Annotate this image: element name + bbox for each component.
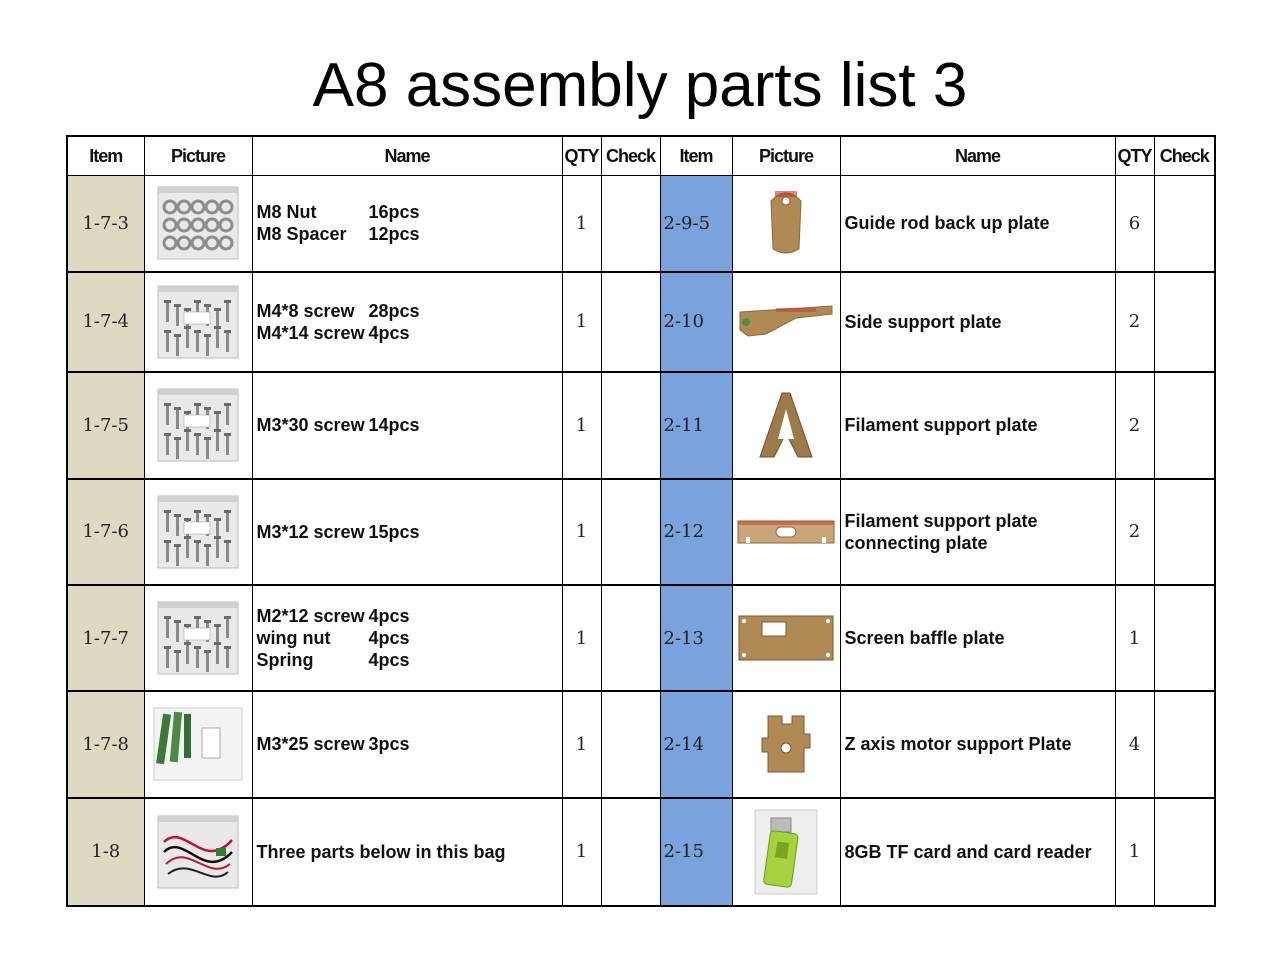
page-title: A8 assembly parts list 3: [312, 51, 968, 120]
left-name-cell: [252, 479, 562, 585]
left-picture-cell: [144, 585, 252, 691]
left-qty: 1: [562, 798, 601, 906]
right-name-cell: [840, 176, 1115, 272]
table-row: [67, 798, 1215, 906]
motor-support-plate-icon: [733, 712, 840, 776]
left-qty: 1: [562, 272, 601, 372]
header-qty: QTY: [1115, 136, 1154, 176]
right-item-number: 2-12: [660, 479, 732, 585]
right-item-number: 2-15: [660, 798, 732, 906]
left-name-line: [257, 841, 562, 863]
left-picture-cell: [144, 272, 252, 372]
left-qty: 1: [562, 372, 601, 478]
right-check-box[interactable]: [1154, 272, 1215, 372]
left-picture-cell: [144, 176, 252, 272]
guide-rod-plate-icon: [733, 187, 840, 259]
left-name-line: [257, 322, 562, 344]
left-check-box[interactable]: [601, 176, 660, 272]
nut-spacer-bag-icon: [145, 183, 252, 263]
table-row: [67, 479, 1215, 585]
left-part-count: 4pcs: [368, 628, 410, 649]
right-picture-cell: [732, 272, 840, 372]
left-item-number: 1-7-4: [67, 272, 144, 372]
green-screw-bag-icon: [145, 706, 252, 782]
left-name-cell: [252, 176, 562, 272]
right-item-number: 2-11: [660, 372, 732, 478]
left-name-cell: [252, 272, 562, 372]
table-row: [67, 176, 1215, 272]
right-part-name: Screen baffle plate: [844, 628, 1005, 649]
left-part-name: M8 Nut: [256, 202, 317, 223]
left-part-name: M3*30 screw: [256, 415, 365, 436]
table-row: [67, 272, 1215, 372]
left-part-name: M2*12 screw: [256, 606, 365, 627]
right-picture-cell: [732, 585, 840, 691]
left-part-name: Three parts below in this bag: [256, 841, 506, 862]
left-part-count: 15pcs: [368, 521, 420, 542]
right-item-number: 2-9-5: [660, 176, 732, 272]
left-part-count: 4pcs: [368, 650, 410, 671]
right-picture-cell: [732, 798, 840, 906]
left-name-cell: [252, 372, 562, 478]
right-name-cell: [840, 585, 1115, 691]
right-part-name: Filament support plate: [844, 510, 1038, 531]
left-part-name: M3*12 screw: [256, 521, 365, 542]
right-part-name: 8GB TF card and card reader: [844, 841, 1092, 862]
right-name-line: [845, 841, 1115, 863]
header-item: Item: [67, 136, 144, 176]
left-part-count: 12pcs: [368, 224, 420, 245]
left-check-box[interactable]: [601, 585, 660, 691]
left-name-cell: [252, 798, 562, 906]
right-name-cell: [840, 272, 1115, 372]
left-part-name: M8 Spacer: [256, 224, 347, 245]
right-check-box[interactable]: [1154, 691, 1215, 797]
right-check-box[interactable]: [1154, 585, 1215, 691]
screw-bag-icon: [145, 492, 252, 572]
right-check-box[interactable]: [1154, 176, 1215, 272]
left-part-count: 4pcs: [368, 606, 410, 627]
right-qty: 6: [1115, 176, 1154, 272]
left-name-line: [257, 649, 562, 671]
right-name-line: [845, 212, 1115, 234]
right-part-name: Z axis motor support Plate: [844, 734, 1072, 755]
left-part-count: 3pcs: [368, 734, 410, 755]
right-item-number: 2-14: [660, 691, 732, 797]
header-item: Item: [660, 136, 732, 176]
filament-support-plate-icon: [733, 389, 840, 461]
right-name-cell: [840, 798, 1115, 906]
left-item-number: 1-7-5: [67, 372, 144, 478]
header-picture: Picture: [144, 136, 252, 176]
left-part-name: M4*8 screw: [256, 300, 355, 321]
left-picture-cell: [144, 372, 252, 478]
left-name-cell: [252, 585, 562, 691]
right-name-cell: [840, 479, 1115, 585]
header-name: Name: [252, 136, 562, 176]
header-picture: Picture: [732, 136, 840, 176]
left-name-line: [257, 300, 562, 322]
left-qty: 1: [562, 176, 601, 272]
right-check-box[interactable]: [1154, 372, 1215, 478]
screw-bag-icon: [145, 598, 252, 678]
right-picture-cell: [732, 176, 840, 272]
left-check-box[interactable]: [601, 479, 660, 585]
right-qty: 1: [1115, 585, 1154, 691]
left-check-box[interactable]: [601, 372, 660, 478]
right-picture-cell: [732, 372, 840, 478]
left-item-number: 1-7-7: [67, 585, 144, 691]
cable-bag-icon: [145, 812, 252, 892]
left-name-line: [257, 627, 562, 649]
left-qty: 1: [562, 691, 601, 797]
right-qty: 2: [1115, 272, 1154, 372]
right-item-number: 2-13: [660, 585, 732, 691]
left-item-number: 1-7-8: [67, 691, 144, 797]
right-name-line: [845, 627, 1115, 649]
table-row: [67, 691, 1215, 797]
left-check-box[interactable]: [601, 798, 660, 906]
left-item-number: 1-8: [67, 798, 144, 906]
left-check-box[interactable]: [601, 691, 660, 797]
left-part-name: wing nut: [256, 628, 331, 649]
connecting-plate-icon: [733, 515, 840, 549]
right-check-box[interactable]: [1154, 479, 1215, 585]
left-name-line: [257, 414, 562, 436]
right-qty: 1: [1115, 798, 1154, 906]
left-part-name: M4*14 screw: [256, 322, 365, 343]
right-qty: 2: [1115, 372, 1154, 478]
left-item-number: 1-7-6: [67, 479, 144, 585]
right-name-cell: [840, 691, 1115, 797]
table-row: [67, 585, 1215, 691]
right-item-number: 2-10: [660, 272, 732, 372]
left-part-count: 28pcs: [368, 300, 420, 321]
right-picture-cell: [732, 691, 840, 797]
left-name-line: [257, 733, 562, 755]
left-picture-cell: [144, 691, 252, 797]
left-name-line: [257, 201, 562, 223]
right-part-name: Filament support plate: [844, 415, 1038, 436]
left-name-line: [257, 521, 562, 543]
screw-bag-icon: [145, 385, 252, 465]
left-name-line: [257, 605, 562, 627]
right-part-name: Side support plate: [844, 311, 1002, 332]
left-part-count: 14pcs: [368, 415, 420, 436]
right-name-line: [845, 311, 1115, 333]
left-name-line: [257, 223, 562, 245]
card-reader-icon: [733, 808, 840, 896]
left-qty: 1: [562, 585, 601, 691]
right-part-name: Guide rod back up plate: [844, 213, 1050, 234]
right-part-name: connecting plate: [844, 532, 988, 553]
left-part-name: M3*25 screw: [256, 734, 365, 755]
right-check-box[interactable]: [1154, 798, 1215, 906]
parts-table: [66, 135, 1216, 907]
right-qty: 2: [1115, 479, 1154, 585]
left-name-cell: [252, 691, 562, 797]
left-part-count: 4pcs: [368, 322, 410, 343]
right-qty: 4: [1115, 691, 1154, 797]
left-picture-cell: [144, 479, 252, 585]
right-name-line: [845, 414, 1115, 436]
left-check-box[interactable]: [601, 272, 660, 372]
header-qty: QTY: [562, 136, 601, 176]
left-qty: 1: [562, 479, 601, 585]
header-row: [67, 136, 1215, 176]
side-support-plate-icon: [733, 302, 840, 342]
left-part-count: 16pcs: [368, 202, 420, 223]
header-check: Check: [1154, 136, 1215, 176]
right-name-cell: [840, 372, 1115, 478]
screen-baffle-plate-icon: [733, 612, 840, 664]
left-item-number: 1-7-3: [67, 176, 144, 272]
right-name-line: [845, 532, 1115, 554]
right-picture-cell: [732, 479, 840, 585]
screw-bag-icon: [145, 282, 252, 362]
parts-body: [67, 176, 1215, 907]
header-name: Name: [840, 136, 1115, 176]
right-name-line: [845, 733, 1115, 755]
table-row: [67, 372, 1215, 478]
header-check: Check: [601, 136, 660, 176]
left-picture-cell: [144, 798, 252, 906]
left-part-name: Spring: [256, 650, 314, 671]
right-name-line: [845, 510, 1115, 532]
